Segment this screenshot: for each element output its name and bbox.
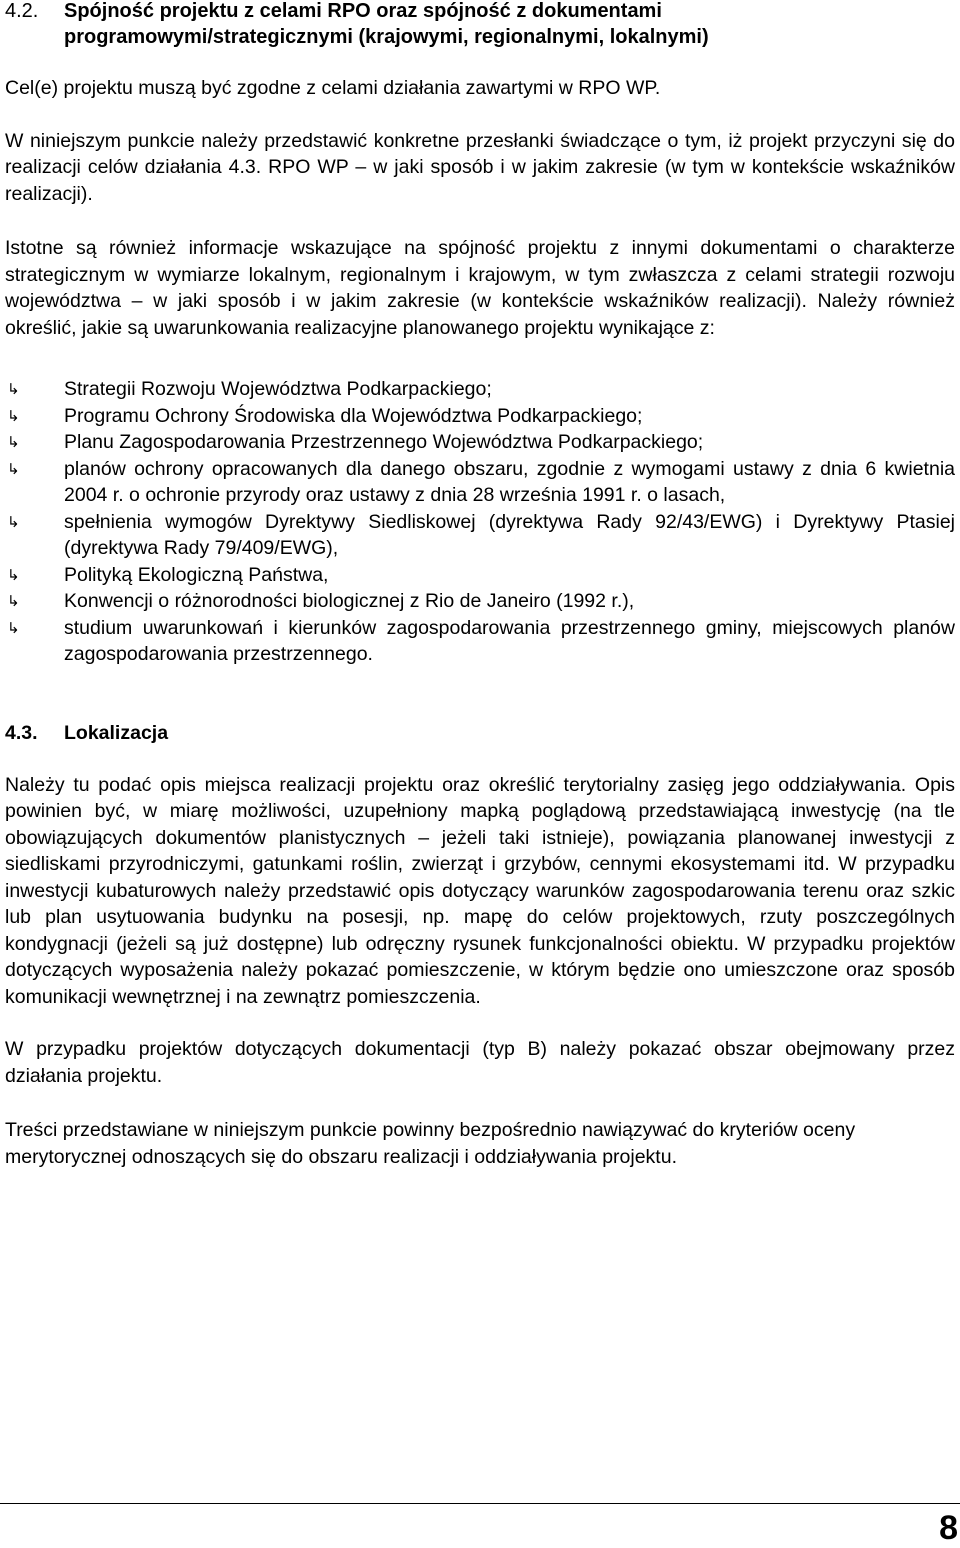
list-item-text: Strategii Rozwoju Województwa Podkarpackiego; bbox=[64, 378, 492, 400]
section-number: 4.3. bbox=[5, 721, 38, 744]
list-item-text: studium uwarunkowań i kierunków zagospodarowania przestrzennego gminy, miejscowych planów zagospodarowania przestrzennego. bbox=[64, 616, 955, 665]
arrow-bullet-icon: ↳ bbox=[7, 433, 20, 451]
page-number: 8 bbox=[939, 1509, 958, 1547]
list-item-text: Polityką Ekologiczną Państwa, bbox=[64, 563, 329, 586]
paragraph-location: Należy tu podać opis miejsca realizacji projektu oraz określić terytorialny zasięg jego oddziaływania. Opis powinien być, w miarę możliwości, uzupełniony mapką poglądową przedstawiającą inwestycję (na tle obowiązujących dokumentów planistycznych – jeżeli taki istnieje), powiązania planowanej inwestycji z siedliskami przyrodniczymi, gatunkami roślin, zwierząt i grzybów, cennymi ekosystemami itd. W przypadku inwestycji kubaturowych należy przedstawić opis dotyczący warunków zagospodarowania terenu oraz szkic lub plan usytuowania budynku na posesji, np. mapę do celów projektowych, rzuty poszczególnych kondygnacji (jeżeli są już dostępne) lub odręczny rysunek funkcjonalności obiektu. W przypadku projektów dotyczących wyposażenia należy pokazać pomieszczenie, w którym będzie ono umieszczone oraz sposób komunikacji wewnętrznej i na zewnątrz pomieszczenia. bbox=[5, 773, 955, 1008]
arrow-bullet-icon: ↳ bbox=[7, 459, 20, 478]
arrow-bullet-icon: ↳ bbox=[7, 380, 20, 398]
arrow-bullet-icon: ↳ bbox=[7, 592, 20, 610]
arrow-bullet-icon: ↳ bbox=[7, 406, 20, 425]
list-item-text: Planu Zagospodarowania Przestrzennego Województwa Podkarpackiego; bbox=[64, 431, 704, 453]
paragraph-criteria: Treści przedstawiane w niniejszym punkcie powinny bezpośrednio nawiązywać do kryteriów oceny merytorycznej odnoszących się do obszaru realizacji i oddziaływania projektu. bbox=[5, 1119, 856, 1168]
paragraph-goals: Cel(e) projektu muszą być zgodne z celami działania zawartymi w RPO WP. bbox=[5, 77, 661, 99]
section-heading-4-2 bbox=[5, 0, 955, 50]
list-item-text: spełnienia wymogów Dyrektywy Siedliskowej (dyrektywa Rady 92/43/EWG) i Dyrektywy Ptasiej (dyrektywa Rady 79/409/EWG), bbox=[64, 510, 955, 559]
footer-divider bbox=[0, 1503, 960, 1504]
list-item bbox=[5, 509, 955, 562]
arrow-bullet-icon: ↳ bbox=[7, 512, 20, 531]
paragraph-premises: W niniejszym punkcie należy przedstawić konkretne przesłanki świadczące o tym, iż projekt przyczyni się do realizacji celów działania 4.3. RPO WP – w jaki sposób i w jakim zakresie (w tym w kontekście wskaźników realizacji). bbox=[5, 129, 955, 205]
list-item bbox=[5, 403, 955, 430]
list-item bbox=[5, 376, 955, 403]
list-item-text: Programu Ochrony Środowiska dla Województwa Podkarpackiego; bbox=[64, 404, 643, 427]
arrow-bullet-icon: ↳ bbox=[7, 565, 20, 584]
section-title: Spójność projektu z celami RPO oraz spójność z dokumentami programowymi/strategicznymi (krajowymi, regionalnymi, lokalnymi) bbox=[64, 0, 709, 48]
arrow-bullet-icon: ↳ bbox=[7, 618, 20, 637]
section-heading-4-3 bbox=[5, 720, 955, 746]
list-item-text: Konwencji o różnorodności biologicznej z Rio de Janeiro (1992 r.), bbox=[64, 590, 635, 612]
section-title: Lokalizacja bbox=[64, 721, 169, 744]
paragraph-documentation: W przypadku projektów dotyczących dokumentacji (typ B) należy pokazać obszar obejmowany przez działania projektu. bbox=[5, 1038, 955, 1087]
list-item bbox=[5, 588, 955, 615]
document-page bbox=[5, 0, 955, 1170]
list-item-text: planów ochrony opracowanych dla danego obszaru, zgodnie z wymogami ustawy z dnia 6 kwietnia 2004 r. o ochronie przyrody oraz ustawy z dnia 28 września 1991 r. o lasach, bbox=[64, 457, 955, 506]
section-number: 4.2. bbox=[5, 0, 39, 22]
list-item bbox=[5, 456, 955, 509]
paragraph-consistency: Istotne są również informacje wskazujące na spójność projektu z innymi dokumentami o charakterze strategicznym w wymiarze lokalnym, regionalnym i krajowym, w tym zwłaszcza z celami strategii rozwoju województwa – w jaki sposób i w jakim zakresie (w kontekście wskaźników realizacji). Należy również określić, jakie są uwarunkowania realizacyjne planowanego projektu wynikające z: bbox=[5, 237, 955, 339]
list-item bbox=[5, 562, 955, 589]
list-item bbox=[5, 429, 955, 456]
conditions-list bbox=[5, 376, 955, 668]
list-item bbox=[5, 615, 955, 668]
